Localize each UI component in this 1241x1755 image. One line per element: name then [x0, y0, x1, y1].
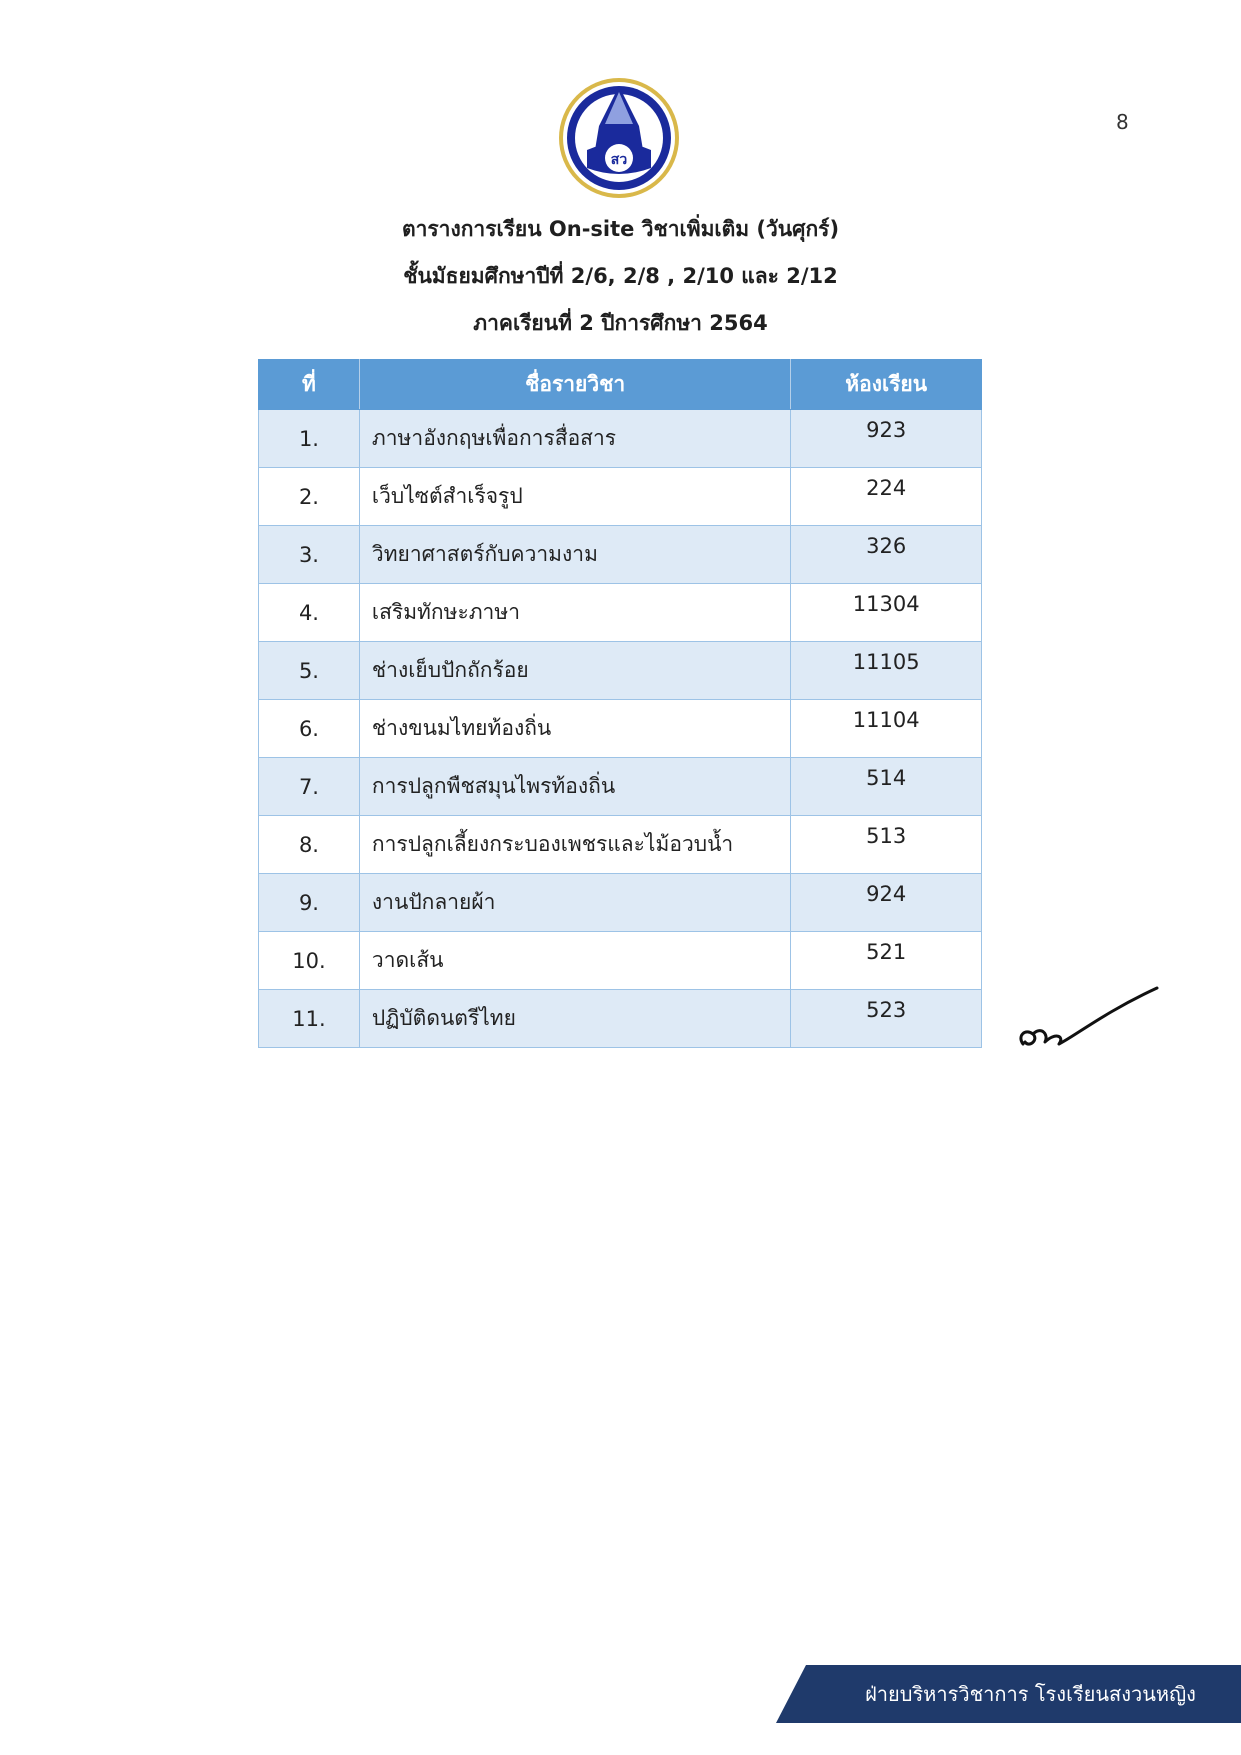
row-no: 9.: [259, 874, 360, 932]
table-row: [259, 642, 982, 700]
table-row: [259, 410, 982, 468]
row-subject: ปฏิบัติดนตรีไทย: [359, 990, 790, 1048]
header-no: ที่: [259, 360, 360, 410]
row-room: 326: [791, 526, 982, 584]
row-room: 224: [791, 468, 982, 526]
title-line-1: ตารางการเรียน On-site วิชาเพิ่มเติม (วันศุกร์): [401, 217, 840, 241]
row-subject: การปลูกเลี้ยงกระบองเพชรและไม้อวบน้ำ: [359, 816, 790, 874]
logo-initials: สว: [610, 152, 628, 168]
table-row: [259, 584, 982, 642]
row-subject: ช่างเย็บปักถักร้อย: [359, 642, 790, 700]
row-no: 1.: [259, 410, 360, 468]
row-no: 6.: [259, 700, 360, 758]
footer-text: ฝ่ายบริหารวิชาการ โรงเรียนสงวนหญิง: [865, 1682, 1196, 1706]
row-subject: วิทยาศาสตร์กับความงาม: [359, 526, 790, 584]
header-room: ห้องเรียน: [791, 360, 982, 410]
row-subject: เสริมทักษะภาษา: [359, 584, 790, 642]
school-emblem-icon: [557, 76, 681, 200]
table-row: [259, 816, 982, 874]
header-subject: ชื่อรายวิชา: [359, 360, 790, 410]
document-title-block: [0, 206, 1241, 347]
row-subject: เว็บไซต์สำเร็จรูป: [359, 468, 790, 526]
table-row: [259, 758, 982, 816]
row-room: 523: [791, 990, 982, 1048]
row-no: 10.: [259, 932, 360, 990]
title-line-3: ภาคเรียนที่ 2 ปีการศึกษา 2564: [473, 311, 768, 335]
table-row: [259, 990, 982, 1048]
row-room: 11304: [791, 584, 982, 642]
row-no: 2.: [259, 468, 360, 526]
row-subject: วาดเส้น: [359, 932, 790, 990]
schedule-table: [258, 359, 982, 1048]
row-room: 11104: [791, 700, 982, 758]
table-row: [259, 468, 982, 526]
row-no: 8.: [259, 816, 360, 874]
row-room: 521: [791, 932, 982, 990]
table-row: [259, 526, 982, 584]
row-no: 5.: [259, 642, 360, 700]
row-no: 4.: [259, 584, 360, 642]
table-header-row: [259, 360, 982, 410]
row-subject: การปลูกพืชสมุนไพรท้องถิ่น: [359, 758, 790, 816]
page-number: 8: [1116, 110, 1129, 134]
table-row: [259, 700, 982, 758]
row-room: 923: [791, 410, 982, 468]
title-line-2: ชั้นมัธยมศึกษาปีที่ 2/6, 2/8 , 2/10 และ 2/12: [403, 264, 838, 288]
row-room: 513: [791, 816, 982, 874]
handwritten-signature-icon: [1015, 982, 1165, 1062]
table-row: [259, 932, 982, 990]
row-no: 7.: [259, 758, 360, 816]
row-room: 924: [791, 874, 982, 932]
row-subject: ภาษาอังกฤษเพื่อการสื่อสาร: [359, 410, 790, 468]
row-room: 514: [791, 758, 982, 816]
row-no: 3.: [259, 526, 360, 584]
row-subject: ช่างขนมไทยท้องถิ่น: [359, 700, 790, 758]
row-no: 11.: [259, 990, 360, 1048]
row-subject: งานปักลายผ้า: [359, 874, 790, 932]
table-row: [259, 874, 982, 932]
row-room: 11105: [791, 642, 982, 700]
